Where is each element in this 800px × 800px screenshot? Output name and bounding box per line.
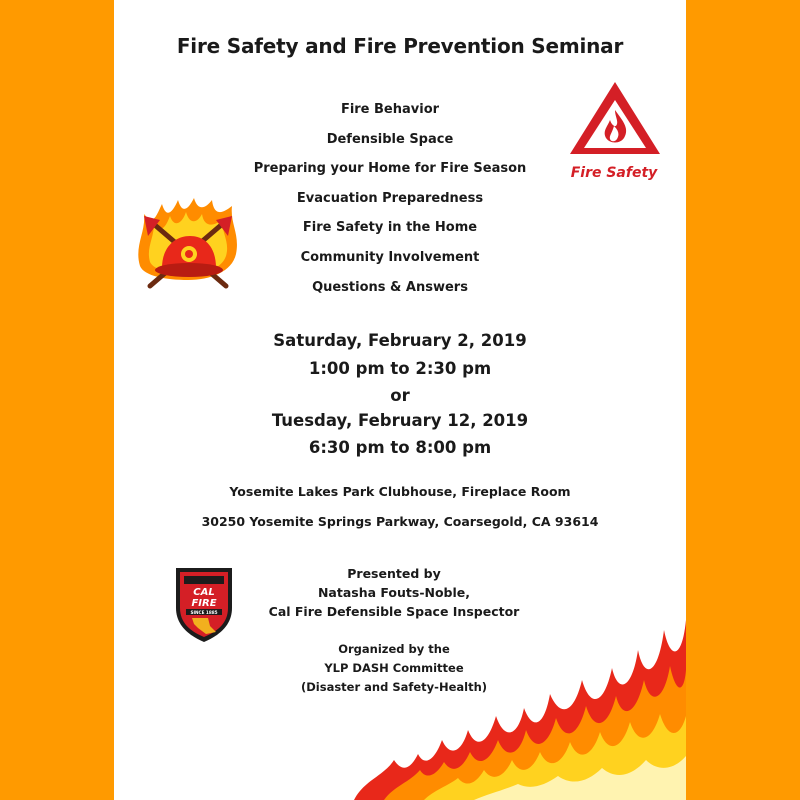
- topic-item: Fire Behavior: [340, 102, 440, 117]
- venue: Yosemite Lakes Park Clubhouse, Fireplace Room: [229, 484, 571, 499]
- fire-safety-logo-label: Fire Safety: [570, 165, 658, 181]
- presenter-label: Presented by: [347, 566, 441, 581]
- session-or: or: [390, 386, 410, 405]
- address: 30250 Yosemite Springs Parkway, Coarsegold, CA 93614: [201, 514, 599, 529]
- flames-decoration: [354, 590, 686, 800]
- session-date-1: Saturday, February 2, 2019: [273, 331, 527, 350]
- organizer-detail: (Disaster and Safety-Health): [300, 680, 488, 694]
- topic-item: Defensible Space: [326, 132, 454, 147]
- organizer-label: Organized by the: [338, 642, 450, 656]
- session-time-2: 6:30 pm to 8:00 pm: [308, 438, 492, 457]
- organizer-name: YLP DASH Committee: [324, 661, 464, 675]
- topic-item: Preparing your Home for Fire Season: [253, 161, 527, 176]
- topic-item: Fire Safety in the Home: [302, 220, 478, 235]
- cal-fire-badge-since: SINCE 1885: [190, 610, 218, 615]
- topic-item: Evacuation Preparedness: [296, 191, 484, 206]
- flyer-page: [114, 0, 686, 800]
- cal-fire-badge-word2: FIRE: [191, 598, 217, 609]
- page-title: Fire Safety and Fire Prevention Seminar: [176, 34, 624, 58]
- session-date-2: Tuesday, February 12, 2019: [271, 411, 529, 430]
- presenter-name: Natasha Fouts-Noble,: [317, 585, 471, 600]
- presenter-role: Cal Fire Defensible Space Inspector: [268, 604, 520, 619]
- cal-fire-badge-word1: CAL: [193, 587, 215, 598]
- topic-item: Community Involvement: [300, 250, 480, 265]
- topic-item: Questions & Answers: [312, 280, 468, 295]
- session-time-1: 1:00 pm to 2:30 pm: [308, 359, 492, 378]
